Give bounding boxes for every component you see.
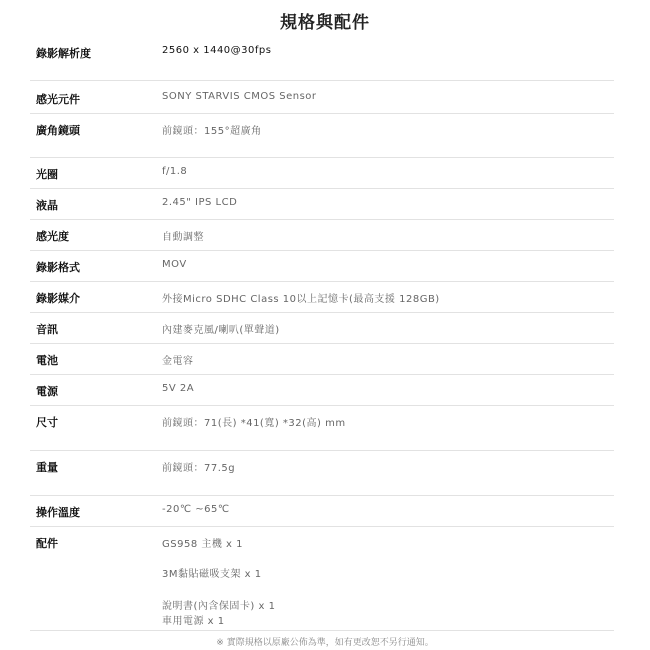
spec-value: 2560 x 1440@30fps [162,45,272,56]
divider [30,157,614,158]
divider [30,250,614,251]
spec-label: 電源 [36,385,58,398]
spec-value: SONY STARVIS CMOS Sensor [162,91,317,102]
disclaimer-note: ※ 實際規格以原廠公佈為準，如有更改恕不另行通知。 [216,638,434,648]
spec-value: f/1.8 [162,166,188,177]
spec-value: MOV [162,259,187,270]
spec-value: 2.45" IPS LCD [162,197,238,208]
accessory-item: 車用電源 x 1 [162,616,225,627]
divider [30,495,614,496]
divider [30,405,614,406]
spec-value: 內建麥克風/喇叭(單聲道) [162,325,280,336]
spec-label: 廣角鏡頭 [36,124,80,137]
divider [30,630,614,631]
accessory-item: GS958 主機 x 1 [162,539,243,550]
spec-label: 音訊 [36,323,58,336]
spec-label: 液晶 [36,199,58,212]
divider [30,80,614,81]
spec-label: 光圈 [36,168,58,181]
spec-value: 前鏡頭：71(長) *41(寬) *32(高) mm [162,418,346,429]
divider [30,374,614,375]
page-title: 規格與配件 [280,13,370,33]
spec-label: 感光度 [36,230,69,243]
divider [30,312,614,313]
spec-label: 錄影媒介 [36,292,80,305]
spec-label: 配件 [36,537,58,550]
divider [30,343,614,344]
spec-label: 尺寸 [36,416,58,429]
spec-label: 錄影格式 [36,261,80,274]
divider [30,188,614,189]
spec-value: 前鏡頭：155°超廣角 [162,126,262,137]
divider [30,526,614,527]
spec-value: 5V 2A [162,383,195,394]
spec-value: 金電容 [162,356,194,367]
divider [30,113,614,114]
spec-value: 外接Micro SDHC Class 10以上記憶卡(最高支援 128GB) [162,294,440,305]
spec-value: 自動調整 [162,232,204,243]
spec-label: 操作溫度 [36,506,80,519]
spec-value: 前鏡頭：77.5g [162,463,236,474]
divider [30,281,614,282]
accessory-item: 3M黏貼磁吸支架 x 1 [162,569,262,580]
spec-label: 錄影解析度 [36,47,91,60]
spec-value: -20℃ ~65℃ [162,504,230,515]
divider [30,219,614,220]
spec-label: 感光元件 [36,93,80,106]
spec-label: 電池 [36,354,58,367]
accessory-item: 說明書(內含保固卡) x 1 [162,601,276,612]
divider [30,450,614,451]
spec-label: 重量 [36,461,58,474]
